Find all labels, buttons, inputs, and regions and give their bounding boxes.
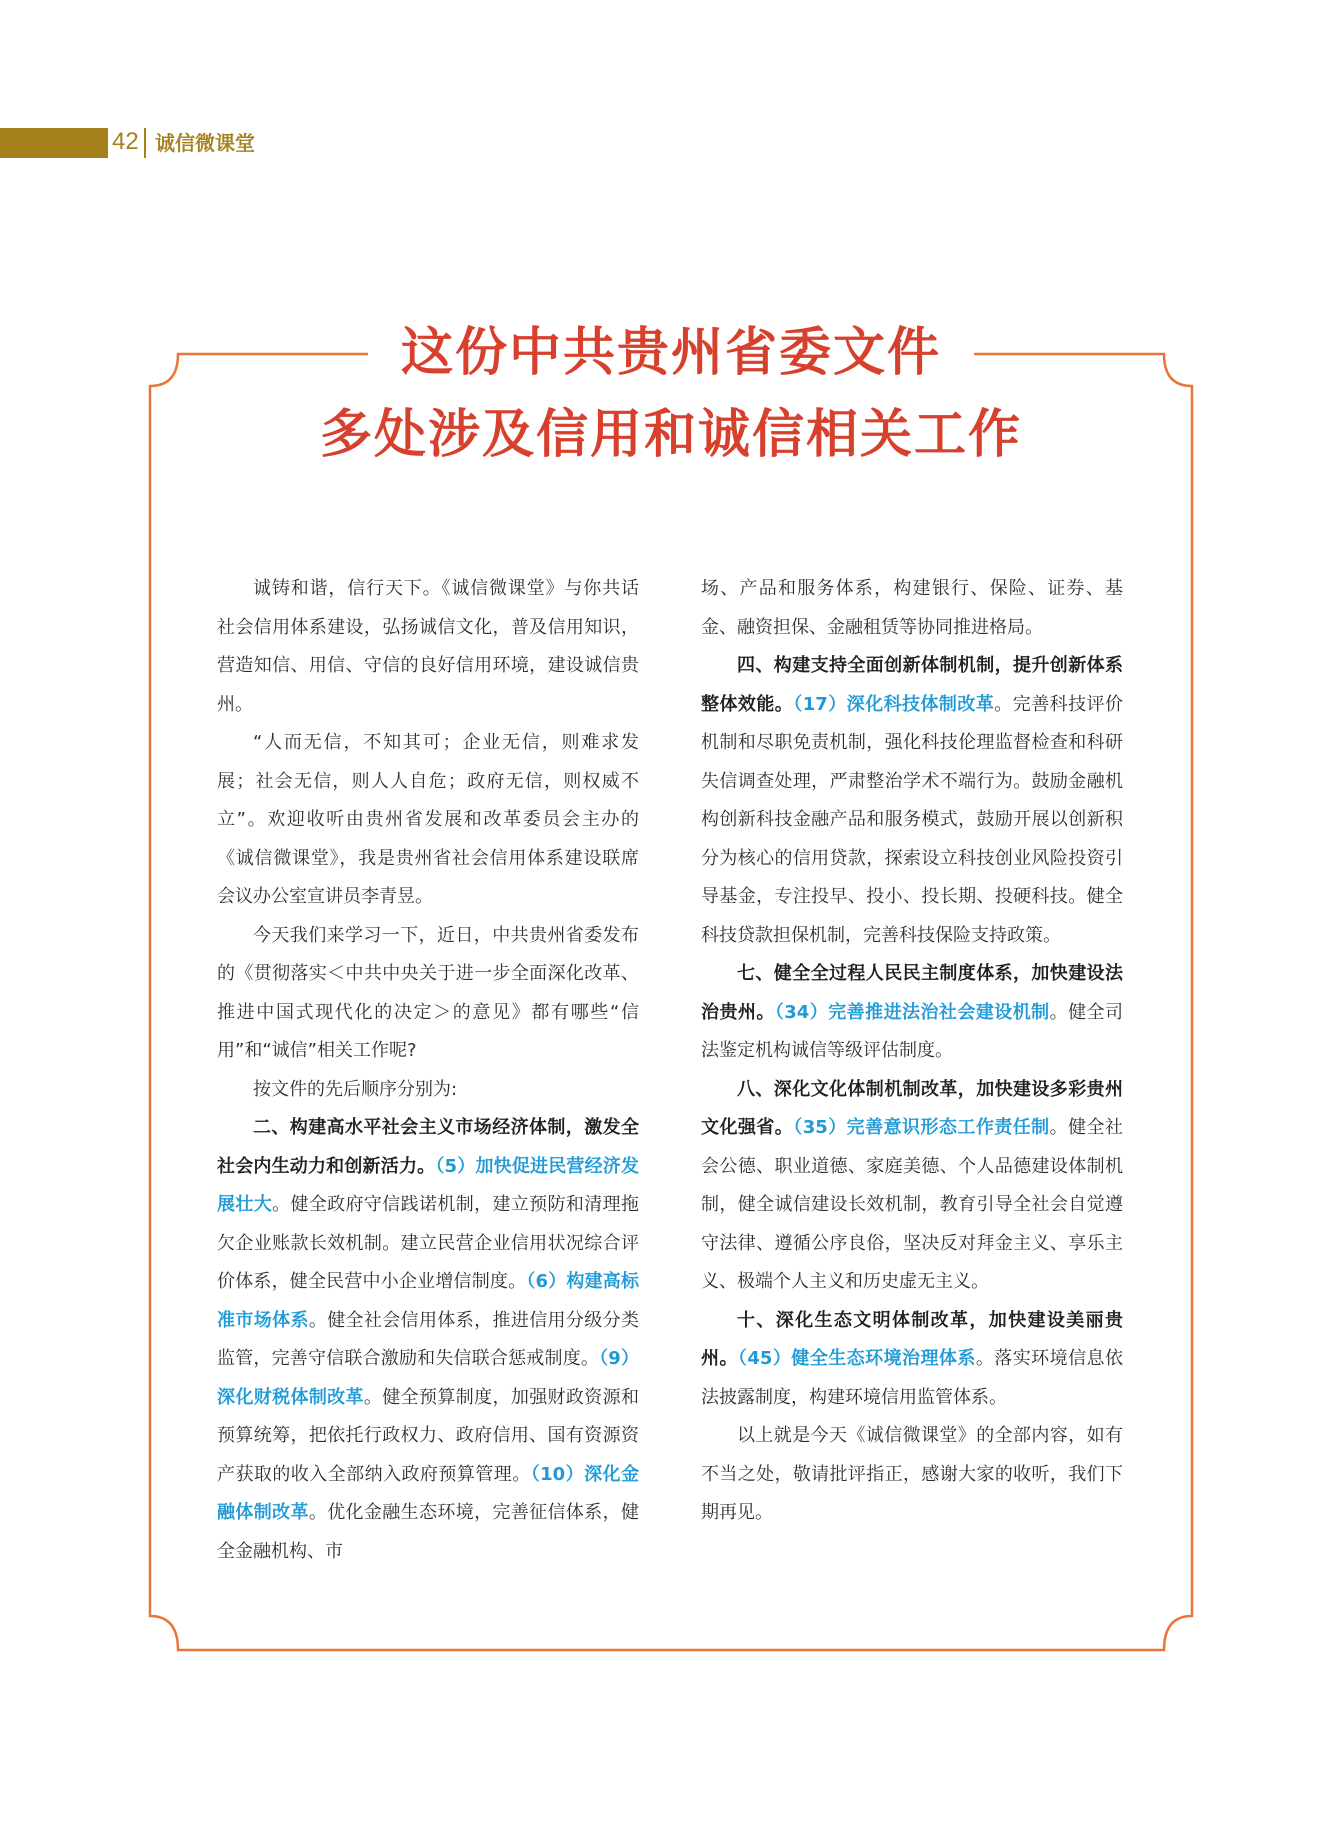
left-column: [217, 570, 639, 1571]
section-heading: 七、健全全过程人民民主制度体系，加快建设法治贵州。: [701, 963, 1123, 1023]
section-eight-paragraph: [701, 1071, 1123, 1302]
order-paragraph: 按文件的先后顺序分别为:: [253, 1078, 458, 1100]
item-heading: （6）构建高标准市场体系: [217, 1271, 640, 1331]
item-heading: （17）深化科技体制改革: [793, 693, 995, 715]
section-ten-paragraph: [701, 1302, 1123, 1418]
item-text: 。健全社会信用体系，推进信用分级分类监管，完善守信联合激励和失信联合惩戒制度。: [217, 1309, 640, 1369]
item-heading: （9）深化财税体制改革: [217, 1348, 639, 1408]
item-heading: （35）完善意识形态工作责任制: [793, 1117, 1050, 1138]
item-heading: （10）深化金融体制改革: [217, 1463, 639, 1523]
page-number: 42: [112, 128, 139, 155]
closing-paragraph: 以上就是今天《诚信微课堂》的全部内容，如有不当之处，敬请批评指正，感谢大家的收听，我们下期再见。: [701, 1425, 1123, 1523]
item-text: 。健全预算制度，加强财政资源和预算统筹，把依托行政权力、政府信用、国有资源资产获取的收入全部纳入政府预算管理。: [217, 1386, 640, 1485]
topic-paragraph: 今天我们来学习一下，近日，中共贵州省委发布的《贯彻落实＜中共中央关于进一步全面深化改革、推进中国式现代化的决定＞的意见》都有哪些“信用”和“诚信”相关工作呢?: [217, 924, 639, 1061]
intro-paragraph: 诚铸和谐，信行天下。《诚信微课堂》与你共话社会信用体系建设，弘扬诚信文化，普及信用知识，营造知信、用信、守信的良好信用环境，建设诚信贵州。: [217, 578, 639, 715]
article-title-line-1: 这份中共贵州省委文件: [400, 322, 941, 383]
item-text: 。优化金融生态环境，完善征信体系，健全金融机构、市: [217, 1502, 640, 1562]
section-four-paragraph: [701, 647, 1123, 955]
quote-paragraph: “人而无信，不知其可；企业无信，则难求发展；社会无信，则人人自危；政府无信，则权威不立”。欢迎收听由贵州省发展和改革委员会主办的《诚信微课堂》，我是贵州省社会信用体系建设联席会议办公室宣讲员李青昱。: [217, 732, 639, 907]
article-title-line-2: 多处涉及信用和诚信相关工作: [319, 404, 1022, 465]
item-heading: （5）加快促进民营经济发展壮大: [217, 1155, 640, 1215]
item-heading: （34）完善推进法治社会建设机制: [774, 1001, 1050, 1023]
item-text: 。完善科技评价机制和尽职免责机制，强化科技伦理监督检查和科研失信调查处理，严肃整治学术不端行为。鼓励金融机构创新科技金融产品和服务模式，鼓励开展以创新积分为核心的信用贷款，探索设立科技创业风险投资引导基金，专注投早、投小、投长期、投硬科技。健全科技贷款担保机制，完善科技保险支持政策。: [701, 693, 1124, 946]
section-seven-paragraph: [701, 955, 1123, 1071]
item-text: 。健全社会公德、职业道德、家庭美德、个人品德建设体制机制，健全诚信建设长效机制，教育引导全社会自觉遵守法律、遵循公序良俗，坚决反对拜金主义、享乐主义、极端个人主义和历史虚无主义。: [701, 1117, 1123, 1292]
section-heading: 二、构建高水平社会主义市场经济体制，激发全社会内生动力和创新活力。: [217, 1117, 639, 1177]
section-heading: 四、构建支持全面创新体制机制，提升创新体系整体效能。: [701, 655, 1123, 715]
section-two-paragraph: [217, 1109, 639, 1571]
section-heading: 八、深化文化体制机制改革，加快建设多彩贵州文化强省。: [701, 1078, 1123, 1138]
item-heading: （45）健全生态环境治理体系: [737, 1348, 976, 1369]
continued-paragraph: 场、产品和服务体系，构建银行、保险、证券、基金、融资担保、金融租赁等协同推进格局。: [701, 578, 1123, 638]
section-heading: 十、深化生态文明体制改革，加快建设美丽贵州。: [701, 1309, 1123, 1369]
section-name: 诚信微课堂: [155, 131, 255, 155]
right-column: [701, 570, 1123, 1533]
item-text: 。落实环境信息依法披露制度，构建环境信用监管体系。: [701, 1348, 1123, 1408]
item-text: 。健全政府守信践诺机制，建立预防和清理拖欠企业账款长效机制。建立民营企业信用状况综合评价体系，健全民营中小企业增信制度。: [217, 1194, 640, 1292]
item-text: 。健全司法鉴定机构诚信等级评估制度。: [701, 1001, 1123, 1061]
